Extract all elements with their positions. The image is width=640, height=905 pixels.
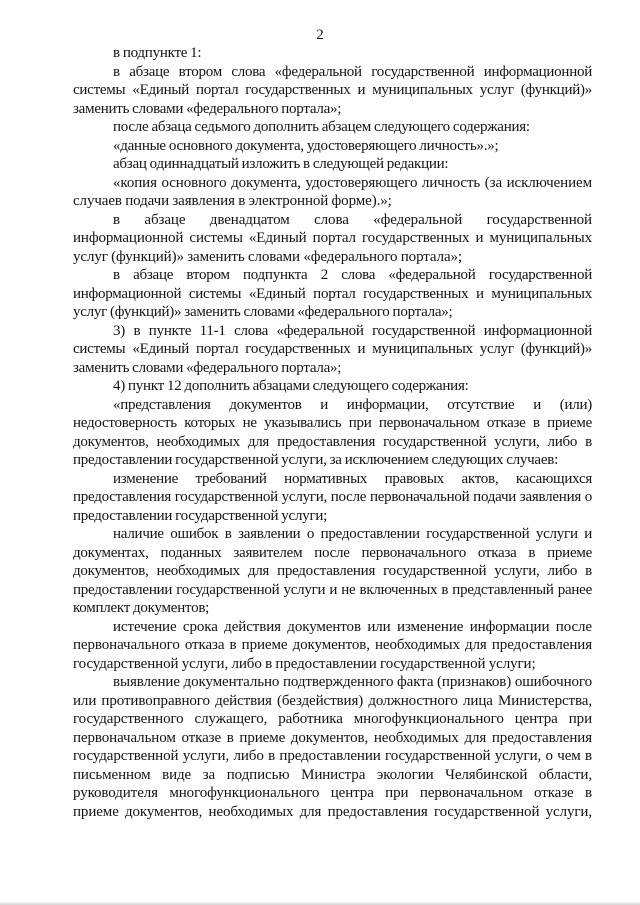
page-number: 2	[316, 27, 324, 43]
paragraph-9: 3) в пункте 11-1 слова «федеральной государственной информационной системы «Единый портал государственных и муниципальных услуг (функций)» заменить словами «федерального портала»;	[73, 322, 592, 376]
paragraph-15: выявление документально подтвержденного факта (признаков) ошибочного или противоправного действия (бездействия) должностного лица Министерства, государственного служащего, работника многофункционального центра при первоначальном отказе в приеме документов, необходимых для предоставления государственной услуги, либо в предоставлении государственной услуги, о чем в письменном виде за подписью Министра экологии Челябинской области, руководителя многофункционального центра при первоначальном отказе в приеме документов, необходимых для предоставления государственной услуги,	[73, 674, 592, 820]
paragraph-3: после абзаца седьмого дополнить абзацем следующего содержания:	[113, 119, 530, 135]
paragraph-10: 4) пункт 12 дополнить абзацами следующего содержания:	[113, 378, 469, 394]
paragraph-2: в абзаце втором слова «федеральной государственной информационной системы «Единый портал государственных и муниципальных услуг (функций)» заменить словами «федерального портала»;	[73, 63, 592, 117]
paragraph-1: в подпункте 1:	[113, 45, 202, 61]
page-bottom-edge	[0, 901, 640, 905]
paragraph-12: изменение требований нормативных правовых актов, касающихся предоставления государственной услуги, после первоначальной подачи заявления о предоставлении государственной услуги;	[73, 470, 592, 524]
paragraph-7: в абзаце двенадцатом слова «федеральной государственной информационной системы «Единый портал государственных и муниципальных услуг (функций)» заменить словами «федерального портала»;	[73, 211, 592, 265]
paragraph-8: в абзаце втором подпункта 2 слова «федеральной государственной информационной системы «Единый портал государственных и муниципальных услуг (функций)» заменить словами «федерального портала»;	[73, 267, 592, 320]
document-body	[73, 44, 592, 821]
paragraph-4: «данные основного документа, удостоверяющего личность».»;	[113, 137, 499, 154]
paragraph-13: наличие ошибок в заявлении о предоставлении государственной услуги и документах, поданных заявителем после первоначального отказа в приеме документов, необходимых для предоставления государственной услуги, либо в предоставлении государственной услуги и не включенных в представленный ранее комплект документов;	[73, 526, 592, 616]
paragraph-11: «представления документов и информации, отсутствие и (или) недостоверность которых не указывались при первоначальном отказе в приеме документов, необходимых для предоставления государственной услуги, либо в предоставлении государственной услуги, за исключением следующих случаев:	[73, 396, 592, 468]
paragraph-5: абзац одиннадцатый изложить в следующей редакции:	[113, 156, 449, 172]
paragraph-14: истечение срока действия документов или изменение информации после первоначального отказа в приеме документов, необходимых для предоставления государственной услуги, либо в предоставлении государственной услуги;	[73, 618, 592, 672]
paragraph-6: «копия основного документа, удостоверяющего личность (за исключением случаев подачи заявления в электронной форме).»;	[73, 174, 592, 209]
